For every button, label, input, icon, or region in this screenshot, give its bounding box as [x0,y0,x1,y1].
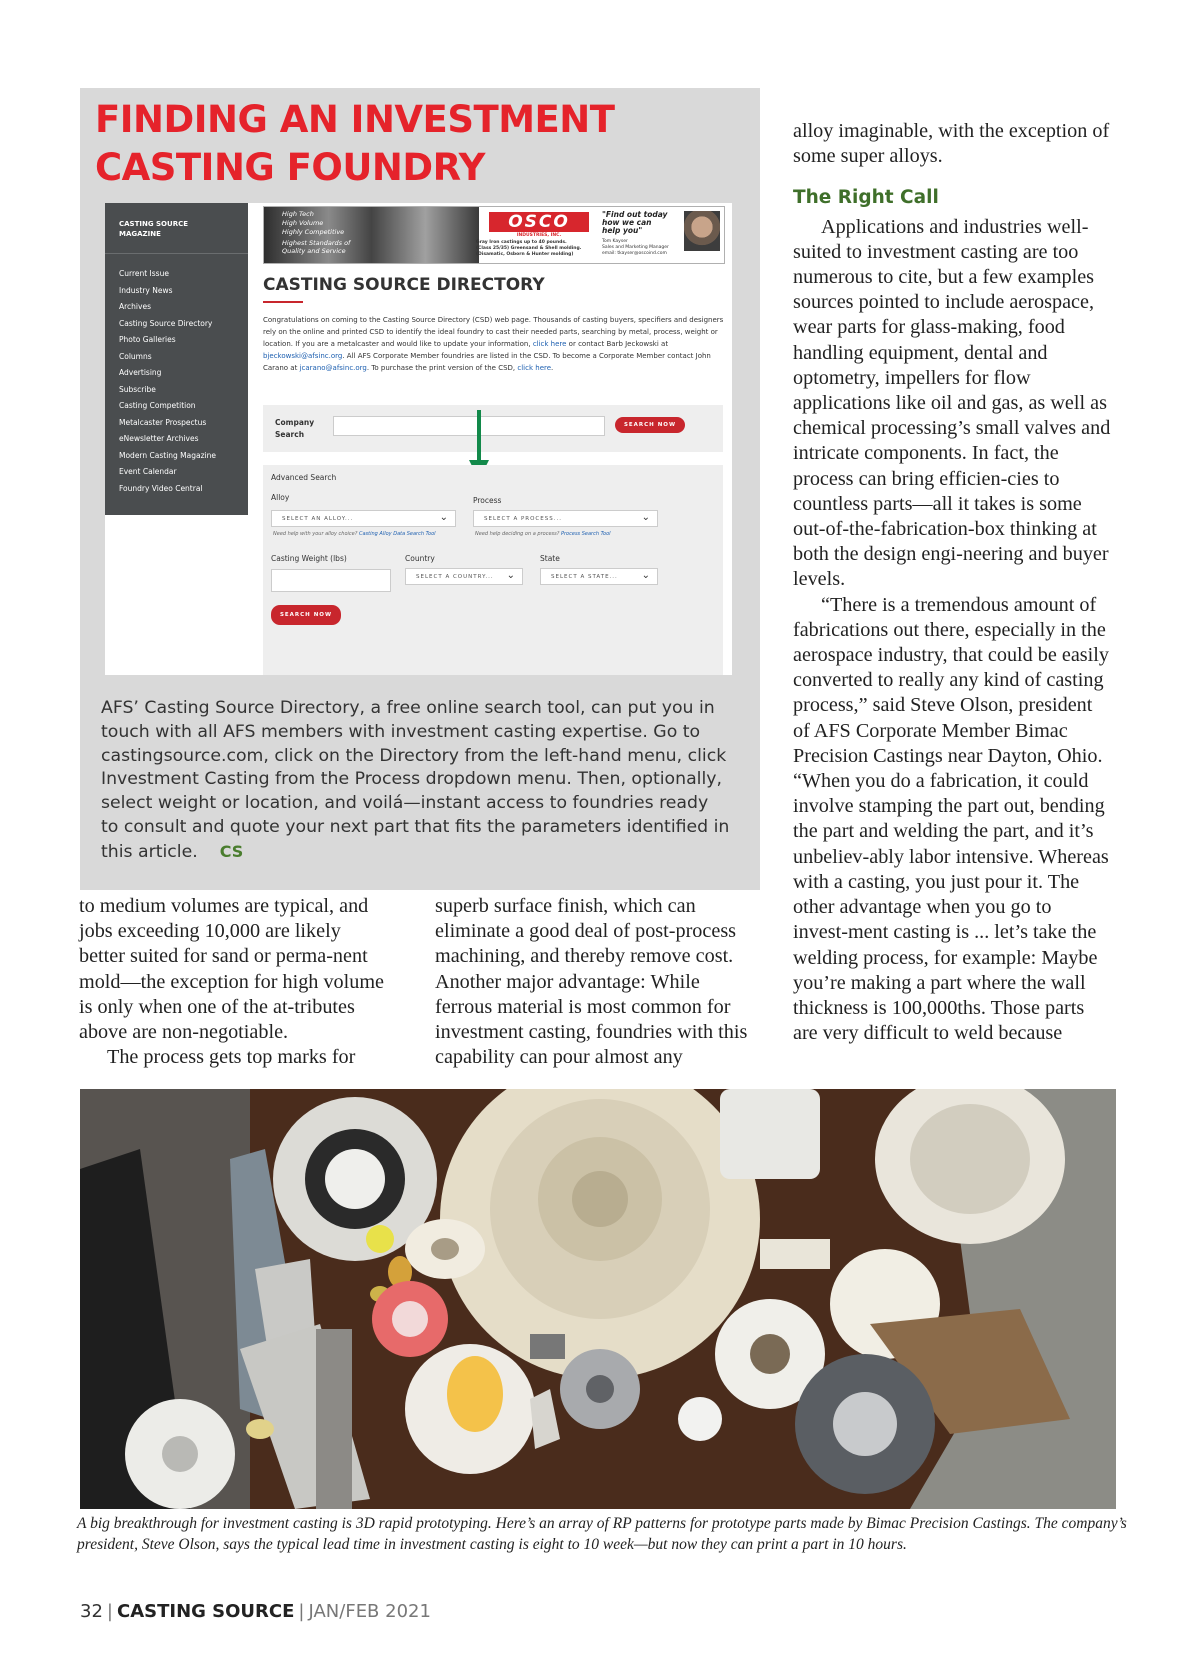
nav-item[interactable]: Foundry Video Central [119,483,203,493]
osco-logo: OSCO [489,212,589,232]
publication-name: CASTING SOURCE [116,1601,295,1622]
nav-item[interactable]: Casting Source Directory [119,318,213,328]
nav-header: CASTING SOURCE MAGAZINE [119,220,189,238]
nav-divider [105,253,248,254]
column-3 [793,119,1111,1046]
nav-item[interactable]: Archives [119,302,151,311]
col2-paragraph-1: superb surface finish, which can eliminate a good deal of post-process machining, and thereby remove cost. Another major advantage: While ferrous material is most common for investment casting, foundries with this capability can pour almost any [435,895,748,1069]
company-search-button[interactable]: SEARCH NOW [615,417,685,433]
state-label: State [540,554,560,563]
nav-item[interactable]: Advertising [119,368,162,377]
process-label: Process [473,496,502,505]
nav-item[interactable]: Subscribe [119,384,156,394]
col3-paragraph-2: “There is a tremendous amount of fabrications out there, especially in the aerospace industry, that could be easily converted to really any kind of casting process,” said Steve Olson, president of AFS Corporate Member Bimac Precision Castings near Dayton, Ohio. “When you do a fabrication, it could involve stamping the part out, bending the part and welding the part, and it’s unbeliev-ably labor intensive. Whereas with a casting, you just pour it. The other advantage when you go to invest-ment casting is ... let’s take the welding process, for example: Maybe you’re making a part where the wall thickness is 100,000ths. Those parts are very difficult to weld because [793,593,1109,1045]
ad-info: Gray Iron castings up to 40 pounds. (Class 25/35) Greensand & Shell molding. (Disamatic, Osborn & Hunter molding) [476,240,582,257]
col1-paragraph-1: to medium volumes are typical, and jobs exceeding 10,000 are likely better suited for sand or perma-nent mold—the exception for high volume is only when one of the at-tributes above are non-negotiable. [79,895,384,1044]
nav-item[interactable]: Modern Casting Magazine [119,450,216,460]
col1-paragraph-2: The process gets top marks for [107,1046,356,1069]
col3-paragraph-1: Applications and industries well-suited to investment casting are too numerous to cite, but a few examples sources pointed to include aerospace, wear parts for glass-making, food handling equipment, dental and optometry, impellers for flow applications like oil and gas, as well as chemical processing’s small valves and intricate components. In fact, the process can bring efficien-cies to countless parts—all it takes is some out-of-the-fabrication-box thinking at both the design engi-neering and buyer levels. [793,215,1111,591]
directory-title: CASTING SOURCE DIRECTORY [263,275,545,295]
column-2 [435,894,750,1070]
advanced-search-panel [263,465,723,675]
process-tool-link[interactable]: Process Search Tool [560,531,611,537]
process-help: Need help deciding on a process? Process Search Tool [475,531,611,537]
osco-logo-sub: INDUSTRIES, INC. [516,233,562,238]
directory-intro: Congratulations on coming to the Casting Source Directory (CSD) web page. Thousands of casting buyers, specifiers and designers rely on the online and printed CSD to identify the ideal foundry to cast their needed parts, searching by metal, process, weight or location. If you are a metalcaster and would like to update your information, click here or contact Barb Jeckowski at bjeckowski@afsinc.org. All AFS Corporate Member foundries are listed in the CSD. To become a Corporate Member contact John Carano at jcarano@afsinc.org. To purchase the print version of the CSD, click here. [263,316,724,372]
directory-screenshot [105,203,732,675]
ad-portrait-photo [684,211,720,251]
photo-caption: A big breakthrough for investment casting is 3D rapid prototyping. Here’s an array of RP patterns for prototype parts made by Bimac Precision Castings. The company’s president, Steve Olson, says the typical lead time in investment casting is eight to 10 week—but now they can print a part in 10 hours. [77,1515,1127,1553]
nav-item[interactable]: eNewsletter Archives [119,434,199,443]
nav-item[interactable]: Metalcaster Prospectus [119,417,207,427]
site-nav [105,203,248,515]
purchase-print-link[interactable]: click here [517,364,552,372]
state-select[interactable]: SELECT A STATE... ⌄ [540,568,658,585]
page-footer: 32 | CASTING SOURCE | JAN/FEB 2021 [80,1601,431,1622]
email-link-carano[interactable]: jcarano@afsinc.org [299,364,367,372]
alloy-select[interactable]: SELECT AN ALLOY... ⌄ [271,510,456,527]
ad-quote: "Find out today how we can help you" [602,210,668,235]
weight-input[interactable] [271,569,391,592]
process-select[interactable]: SELECT A PROCESS... ⌄ [473,510,658,527]
nav-item[interactable]: Photo Galleries [119,335,176,344]
sidebar-caption: AFS’ Casting Source Directory, a free online search tool, can put you in touch with all AFS members with investment casting expertise. Go to castingsource.com, click on the Directory from the left-hand menu, click Investment Casting from the Process dropdown menu. Then, optionally, select weight or location, and voilá—instant access to foundries ready to consult and quote your next part that fits the parameters identified in this article. CS [101,698,730,862]
col3-paragraph-0: alloy imaginable, with the exception of some super alloys. [793,120,1110,168]
company-search-panel [263,405,723,452]
sidebar-title: FINDING AN INVESTMENT CASTING FOUNDRY [95,98,615,189]
nav-item[interactable]: Industry News [119,285,173,295]
nav-item[interactable]: Event Calendar [119,467,177,476]
alloy-label: Alloy [271,493,290,502]
column-1 [79,894,389,1070]
advanced-search-heading: Advanced Search [271,473,337,482]
nav-item[interactable]: Casting Competition [119,401,196,410]
email-link-jeckowski[interactable]: bjeckowski@afsinc.org [263,352,343,360]
update-info-link[interactable]: click here [532,340,567,348]
company-search-label: Company Search [275,418,315,439]
nav-item[interactable]: Current Issue [119,269,169,278]
title-underline [263,301,303,303]
issue-date: JAN/FEB 2021 [308,1601,431,1622]
ad-contact: Tom Kayser Sales and Marketing Manager email: tkayser@oscoind.com [602,239,669,256]
ad-photo: High Tech High Volume Highly Competitive Highest Standards of Quality and Service [264,207,479,263]
country-label: Country [405,554,435,563]
alloy-tool-link[interactable]: Casting Alloy Data Search Tool [358,531,436,537]
country-select[interactable]: SELECT A COUNTRY... ⌄ [405,568,523,585]
advanced-search-button[interactable]: SEARCH NOW [271,605,341,625]
cs-end-mark: CS [219,841,244,861]
rp-patterns-illustration [80,1089,1116,1509]
nav-list [119,266,216,497]
osco-ad-banner[interactable] [263,206,725,264]
weight-label: Casting Weight (lbs) [271,554,347,563]
subhead-right-call: The Right Call [793,187,939,209]
rp-patterns-photo [80,1089,1116,1509]
alloy-help: Need help with your alloy choice? Casting Alloy Data Search Tool [273,531,436,537]
nav-item[interactable]: Columns [119,351,152,361]
page-number: 32 [80,1601,103,1622]
